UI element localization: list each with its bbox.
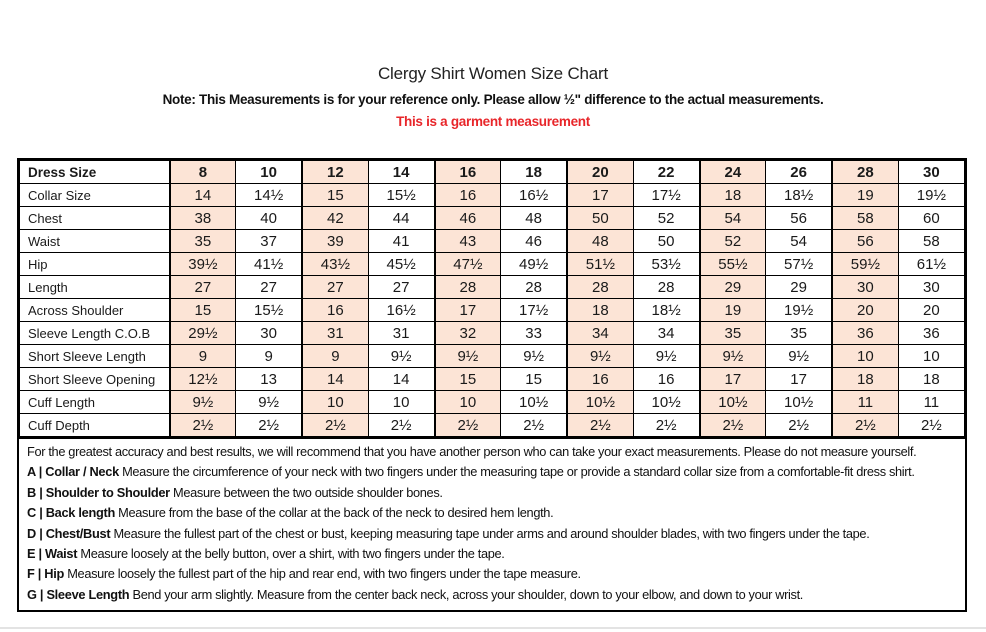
header-row [20, 161, 965, 184]
size-value-cell: 9½ [766, 345, 832, 368]
size-value-cell: 43½ [302, 253, 368, 276]
size-value-cell: 39 [302, 230, 368, 253]
instruction-item [27, 564, 957, 584]
instruction-term: E | Waist [27, 546, 78, 562]
size-value-cell: 15½ [236, 299, 302, 322]
header-size-16: 16 [435, 161, 501, 184]
size-value-cell: 10 [368, 391, 434, 414]
size-value-cell: 35 [766, 322, 832, 345]
size-value-cell: 50 [633, 230, 699, 253]
size-value-cell: 43 [435, 230, 501, 253]
header-size-18: 18 [501, 161, 567, 184]
size-value-cell: 2½ [766, 414, 832, 437]
size-value-cell: 11 [898, 391, 964, 414]
table-row [20, 230, 965, 253]
size-value-cell: 19½ [898, 184, 964, 207]
size-value-cell: 15 [302, 184, 368, 207]
table-row [20, 184, 965, 207]
size-value-cell: 17 [700, 368, 766, 391]
size-value-cell: 56 [832, 230, 898, 253]
size-value-cell: 53½ [633, 253, 699, 276]
size-value-cell: 15½ [368, 184, 434, 207]
table-row [20, 276, 965, 299]
size-value-cell: 54 [766, 230, 832, 253]
size-value-cell: 17½ [501, 299, 567, 322]
size-value-cell: 47½ [435, 253, 501, 276]
size-value-cell: 39½ [170, 253, 236, 276]
size-value-cell: 18 [898, 368, 964, 391]
instruction-text: Bend your arm slightly. Measure from the center back neck, across your shoulder, down to your elbow, and down to your wrist. [129, 586, 804, 602]
size-value-cell: 9½ [368, 345, 434, 368]
size-value-cell: 10½ [700, 391, 766, 414]
page-bottom-edge [0, 627, 986, 629]
instruction-term: F | Hip [27, 566, 65, 582]
size-value-cell: 34 [567, 322, 633, 345]
row-label: Waist [20, 230, 170, 253]
row-label: Cuff Depth [20, 414, 170, 437]
size-value-cell: 2½ [368, 414, 434, 437]
instruction-text: Measure the circumference of your neck with two fingers under the measuring tape or provide a standard collar size from a comfortable-fit dress shirt. [118, 464, 915, 480]
instruction-list [27, 462, 957, 605]
size-value-cell: 2½ [501, 414, 567, 437]
size-value-cell: 18 [832, 368, 898, 391]
table-row [20, 414, 965, 437]
size-value-cell: 29 [766, 276, 832, 299]
size-value-cell: 32 [435, 322, 501, 345]
instruction-term: B | Shoulder to Shoulder [27, 484, 170, 500]
size-chart-box [17, 158, 967, 612]
size-value-cell: 31 [368, 322, 434, 345]
size-value-cell: 14½ [236, 184, 302, 207]
size-value-cell: 2½ [170, 414, 236, 437]
size-value-cell: 15 [170, 299, 236, 322]
table-row [20, 253, 965, 276]
size-value-cell: 11 [832, 391, 898, 414]
size-value-cell: 15 [501, 368, 567, 391]
size-value-cell: 9 [302, 345, 368, 368]
size-value-cell: 27 [302, 276, 368, 299]
size-value-cell: 9½ [236, 391, 302, 414]
size-value-cell: 48 [567, 230, 633, 253]
header-size-24: 24 [700, 161, 766, 184]
size-value-cell: 58 [832, 207, 898, 230]
table-row [20, 322, 965, 345]
instruction-item [27, 483, 957, 503]
size-value-cell: 18½ [766, 184, 832, 207]
reference-note: Note: This Measurements is for your reference only. Please allow ½" difference to the actual measurements. [162, 92, 824, 107]
size-value-cell: 16 [567, 368, 633, 391]
page-title: Clergy Shirt Women Size Chart [377, 64, 609, 83]
garment-warning: This is a garment measurement [396, 114, 590, 129]
size-value-cell: 17 [766, 368, 832, 391]
table-row [20, 391, 965, 414]
size-value-cell: 36 [898, 322, 964, 345]
size-value-cell: 59½ [832, 253, 898, 276]
row-label: Sleeve Length C.O.B [20, 322, 170, 345]
size-value-cell: 55½ [700, 253, 766, 276]
size-value-cell: 9½ [170, 391, 236, 414]
size-value-cell: 10½ [766, 391, 832, 414]
row-label: Collar Size [20, 184, 170, 207]
row-label: Short Sleeve Length [20, 345, 170, 368]
table-row [20, 368, 965, 391]
size-value-cell: 48 [501, 207, 567, 230]
size-value-cell: 2½ [435, 414, 501, 437]
size-value-cell: 10 [832, 345, 898, 368]
size-value-cell: 13 [236, 368, 302, 391]
size-value-cell: 2½ [567, 414, 633, 437]
size-value-cell: 15 [435, 368, 501, 391]
size-value-cell: 14 [302, 368, 368, 391]
size-table-body [20, 184, 965, 437]
size-value-cell: 19½ [766, 299, 832, 322]
size-value-cell: 14 [170, 184, 236, 207]
header-size-12: 12 [302, 161, 368, 184]
size-value-cell: 9½ [700, 345, 766, 368]
header-block [0, 64, 986, 129]
size-value-cell: 16½ [501, 184, 567, 207]
instruction-item [27, 544, 957, 564]
size-value-cell: 10 [435, 391, 501, 414]
size-value-cell: 18½ [633, 299, 699, 322]
size-value-cell: 9½ [501, 345, 567, 368]
size-value-cell: 2½ [700, 414, 766, 437]
size-value-cell: 18 [567, 299, 633, 322]
size-value-cell: 44 [368, 207, 434, 230]
size-value-cell: 33 [501, 322, 567, 345]
size-value-cell: 46 [435, 207, 501, 230]
size-value-cell: 16 [302, 299, 368, 322]
size-value-cell: 9½ [567, 345, 633, 368]
measuring-instructions [19, 437, 965, 610]
instruction-text: Measure between the two outside shoulder bones. [169, 484, 443, 500]
header-size-30: 30 [898, 161, 964, 184]
header-dress-size: Dress Size [20, 161, 170, 184]
size-value-cell: 35 [170, 230, 236, 253]
size-value-cell: 9 [170, 345, 236, 368]
size-value-cell: 52 [700, 230, 766, 253]
instruction-text: Measure loosely the fullest part of the hip and rear end, with two fingers under the tape measure. [64, 566, 581, 582]
instruction-text: Measure from the base of the collar at the back of the neck to desired hem length. [114, 505, 554, 521]
size-value-cell: 28 [633, 276, 699, 299]
size-value-cell: 38 [170, 207, 236, 230]
size-value-cell: 17 [435, 299, 501, 322]
size-value-cell: 30 [236, 322, 302, 345]
size-value-cell: 12½ [170, 368, 236, 391]
size-value-cell: 14 [368, 368, 434, 391]
instruction-item [27, 503, 957, 523]
header-size-28: 28 [832, 161, 898, 184]
row-label: Length [20, 276, 170, 299]
instruction-term: A | Collar / Neck [27, 464, 119, 480]
size-value-cell: 49½ [501, 253, 567, 276]
size-value-cell: 2½ [236, 414, 302, 437]
size-value-cell: 30 [832, 276, 898, 299]
size-value-cell: 46 [501, 230, 567, 253]
row-label: Hip [20, 253, 170, 276]
size-value-cell: 27 [368, 276, 434, 299]
instruction-text: Measure loosely at the belly button, over a shirt, with two fingers under the tape. [77, 546, 505, 562]
size-value-cell: 17 [567, 184, 633, 207]
size-value-cell: 41½ [236, 253, 302, 276]
size-value-cell: 34 [633, 322, 699, 345]
row-label: Chest [20, 207, 170, 230]
instruction-term: G | Sleeve Length [27, 586, 130, 602]
instruction-item [27, 462, 957, 482]
size-value-cell: 10½ [633, 391, 699, 414]
header-size-20: 20 [567, 161, 633, 184]
size-value-cell: 10½ [567, 391, 633, 414]
size-value-cell: 30 [898, 276, 964, 299]
size-value-cell: 16 [633, 368, 699, 391]
size-value-cell: 57½ [766, 253, 832, 276]
size-value-cell: 16½ [368, 299, 434, 322]
row-label: Short Sleeve Opening [20, 368, 170, 391]
instruction-item [27, 585, 957, 605]
size-value-cell: 51½ [567, 253, 633, 276]
size-value-cell: 31 [302, 322, 368, 345]
instruction-term: D | Chest/Bust [27, 525, 111, 541]
size-value-cell: 18 [700, 184, 766, 207]
size-value-cell: 2½ [898, 414, 964, 437]
row-label: Cuff Length [20, 391, 170, 414]
size-value-cell: 60 [898, 207, 964, 230]
size-value-cell: 2½ [302, 414, 368, 437]
size-value-cell: 17½ [633, 184, 699, 207]
instruction-term: C | Back length [27, 505, 115, 521]
size-value-cell: 61½ [898, 253, 964, 276]
size-value-cell: 9 [236, 345, 302, 368]
size-value-cell: 10½ [501, 391, 567, 414]
table-row [20, 207, 965, 230]
size-value-cell: 20 [832, 299, 898, 322]
size-value-cell: 16 [435, 184, 501, 207]
header-size-8: 8 [170, 161, 236, 184]
size-value-cell: 37 [236, 230, 302, 253]
size-value-cell: 40 [236, 207, 302, 230]
table-row [20, 345, 965, 368]
size-value-cell: 29½ [170, 322, 236, 345]
size-value-cell: 28 [501, 276, 567, 299]
table-row [20, 299, 965, 322]
size-value-cell: 2½ [633, 414, 699, 437]
size-value-cell: 45½ [368, 253, 434, 276]
size-value-cell: 41 [368, 230, 434, 253]
size-chart-table [19, 160, 965, 437]
header-size-14: 14 [368, 161, 434, 184]
instruction-text: Measure the fullest part of the chest or bust, keeping measuring tape under arms and around shoulder blades, with two fingers under the tape. [110, 525, 870, 541]
size-value-cell: 27 [236, 276, 302, 299]
size-value-cell: 54 [700, 207, 766, 230]
size-value-cell: 36 [832, 322, 898, 345]
header-size-26: 26 [766, 161, 832, 184]
size-value-cell: 9½ [435, 345, 501, 368]
size-value-cell: 56 [766, 207, 832, 230]
size-value-cell: 19 [700, 299, 766, 322]
size-value-cell: 28 [435, 276, 501, 299]
header-size-10: 10 [236, 161, 302, 184]
size-value-cell: 10 [302, 391, 368, 414]
header-size-22: 22 [633, 161, 699, 184]
instruction-intro: For the greatest accuracy and best results, we will recommend that you have another person who can take your exact measurements. Please do not measure yourself. [27, 444, 917, 459]
size-value-cell: 2½ [832, 414, 898, 437]
instruction-item [27, 524, 957, 544]
size-value-cell: 19 [832, 184, 898, 207]
size-value-cell: 35 [700, 322, 766, 345]
size-value-cell: 9½ [633, 345, 699, 368]
row-label: Across Shoulder [20, 299, 170, 322]
size-value-cell: 52 [633, 207, 699, 230]
size-value-cell: 58 [898, 230, 964, 253]
size-value-cell: 29 [700, 276, 766, 299]
size-value-cell: 50 [567, 207, 633, 230]
size-value-cell: 27 [170, 276, 236, 299]
size-value-cell: 28 [567, 276, 633, 299]
size-value-cell: 42 [302, 207, 368, 230]
size-value-cell: 20 [898, 299, 964, 322]
size-value-cell: 10 [898, 345, 964, 368]
